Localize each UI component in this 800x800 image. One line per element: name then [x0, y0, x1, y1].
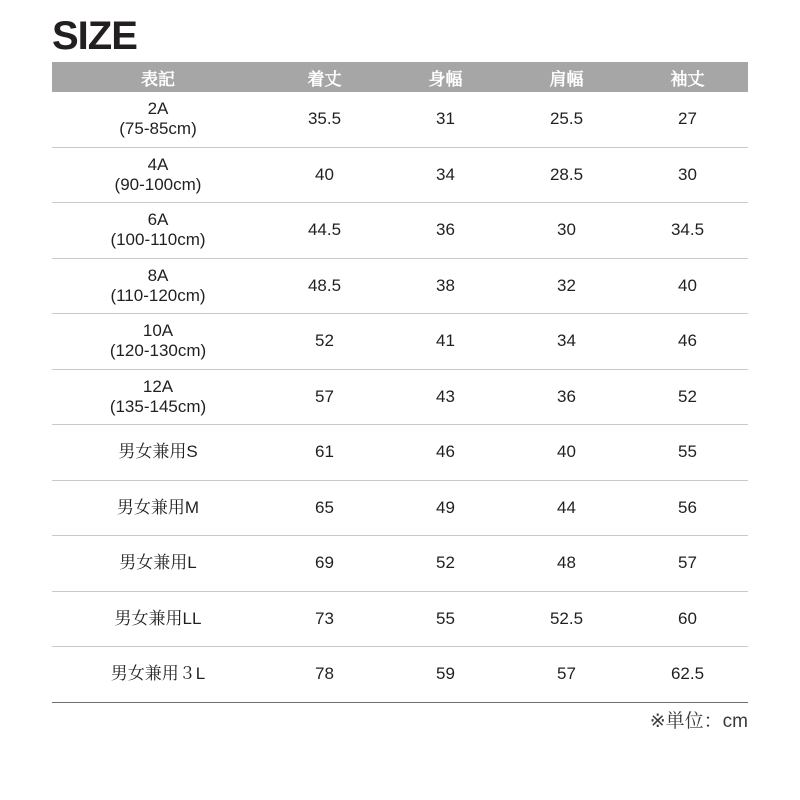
column-header-shoulder: 肩幅: [506, 62, 627, 92]
table-row: [52, 258, 748, 314]
row-label-sub: (110-120cm): [110, 285, 206, 305]
column-header-width: 身幅: [385, 62, 506, 92]
cell-sleeve: 60: [627, 591, 748, 647]
cell-shoulder: 57: [506, 647, 627, 703]
table-row: [52, 369, 748, 425]
cell-length: 48.5: [264, 258, 385, 314]
row-label-main: 男女兼用L: [119, 553, 197, 573]
cell-width: 46: [385, 425, 506, 481]
page-title: SIZE: [52, 14, 137, 58]
column-header-label: 表記: [52, 62, 264, 92]
cell-sleeve: 62.5: [627, 647, 748, 703]
row-label: [52, 314, 264, 370]
cell-length: 78: [264, 647, 385, 703]
row-label-sub: (135-145cm): [109, 396, 207, 416]
cell-length: 73: [264, 591, 385, 647]
row-label: [52, 258, 264, 314]
row-label-main: 男女兼用S: [118, 442, 198, 462]
cell-shoulder: 36: [506, 369, 627, 425]
row-label-main: 4A: [147, 154, 169, 174]
table-header-row: [52, 62, 748, 92]
row-label-sub: (90-100cm): [114, 174, 202, 194]
cell-width: 36: [385, 203, 506, 259]
cell-sleeve: 30: [627, 147, 748, 203]
table-row: [52, 147, 748, 203]
row-label-main: 8A: [147, 265, 169, 285]
cell-length: 52: [264, 314, 385, 370]
cell-width: 59: [385, 647, 506, 703]
cell-length: 35.5: [264, 92, 385, 147]
row-label: [52, 203, 264, 259]
cell-shoulder: 32: [506, 258, 627, 314]
table-header: [52, 62, 748, 92]
cell-shoulder: 28.5: [506, 147, 627, 203]
column-header-sleeve: 袖丈: [627, 62, 748, 92]
row-label-sub: (120-130cm): [109, 341, 207, 361]
row-label: [52, 147, 264, 203]
cell-width: 49: [385, 480, 506, 536]
row-label: [52, 591, 264, 647]
cell-sleeve: 46: [627, 314, 748, 370]
row-label-main: 2A: [147, 99, 169, 119]
cell-width: 55: [385, 591, 506, 647]
cell-sleeve: 57: [627, 536, 748, 592]
cell-sleeve: 52: [627, 369, 748, 425]
row-label-main: 男女兼用M: [116, 497, 200, 517]
row-label-main: 男女兼用LL: [114, 608, 202, 628]
cell-shoulder: 25.5: [506, 92, 627, 147]
row-label: [52, 425, 264, 481]
row-label-main: 10A: [142, 321, 174, 341]
cell-length: 69: [264, 536, 385, 592]
cell-shoulder: 40: [506, 425, 627, 481]
cell-length: 57: [264, 369, 385, 425]
cell-shoulder: 52.5: [506, 591, 627, 647]
row-label: [52, 480, 264, 536]
cell-shoulder: 30: [506, 203, 627, 259]
cell-sleeve: 34.5: [627, 203, 748, 259]
cell-width: 31: [385, 92, 506, 147]
cell-sleeve: 55: [627, 425, 748, 481]
cell-width: 43: [385, 369, 506, 425]
row-label-sub: (75-85cm): [119, 119, 197, 139]
size-table: [52, 62, 748, 703]
row-label: [52, 536, 264, 592]
table-row: [52, 314, 748, 370]
cell-length: 65: [264, 480, 385, 536]
row-label-main: 12A: [142, 376, 174, 396]
table-row: [52, 425, 748, 481]
row-label: [52, 369, 264, 425]
cell-width: 52: [385, 536, 506, 592]
cell-length: 44.5: [264, 203, 385, 259]
row-label-main: 男女兼用３L: [110, 664, 206, 684]
table-row: [52, 480, 748, 536]
unit-note: ※単位：cm: [649, 711, 748, 732]
table-row: [52, 536, 748, 592]
row-label: [52, 647, 264, 703]
cell-sleeve: 56: [627, 480, 748, 536]
table-row: [52, 203, 748, 259]
row-label: [52, 92, 264, 147]
row-label-main: 6A: [147, 210, 169, 230]
cell-width: 41: [385, 314, 506, 370]
table-row: [52, 591, 748, 647]
table-body: [52, 92, 748, 702]
column-header-length: 着丈: [264, 62, 385, 92]
cell-width: 34: [385, 147, 506, 203]
cell-shoulder: 48: [506, 536, 627, 592]
cell-length: 61: [264, 425, 385, 481]
table-row: [52, 92, 748, 147]
cell-width: 38: [385, 258, 506, 314]
cell-shoulder: 44: [506, 480, 627, 536]
cell-length: 40: [264, 147, 385, 203]
cell-shoulder: 34: [506, 314, 627, 370]
cell-sleeve: 27: [627, 92, 748, 147]
table-row: [52, 647, 748, 703]
row-label-sub: (100-110cm): [110, 230, 206, 250]
cell-sleeve: 40: [627, 258, 748, 314]
